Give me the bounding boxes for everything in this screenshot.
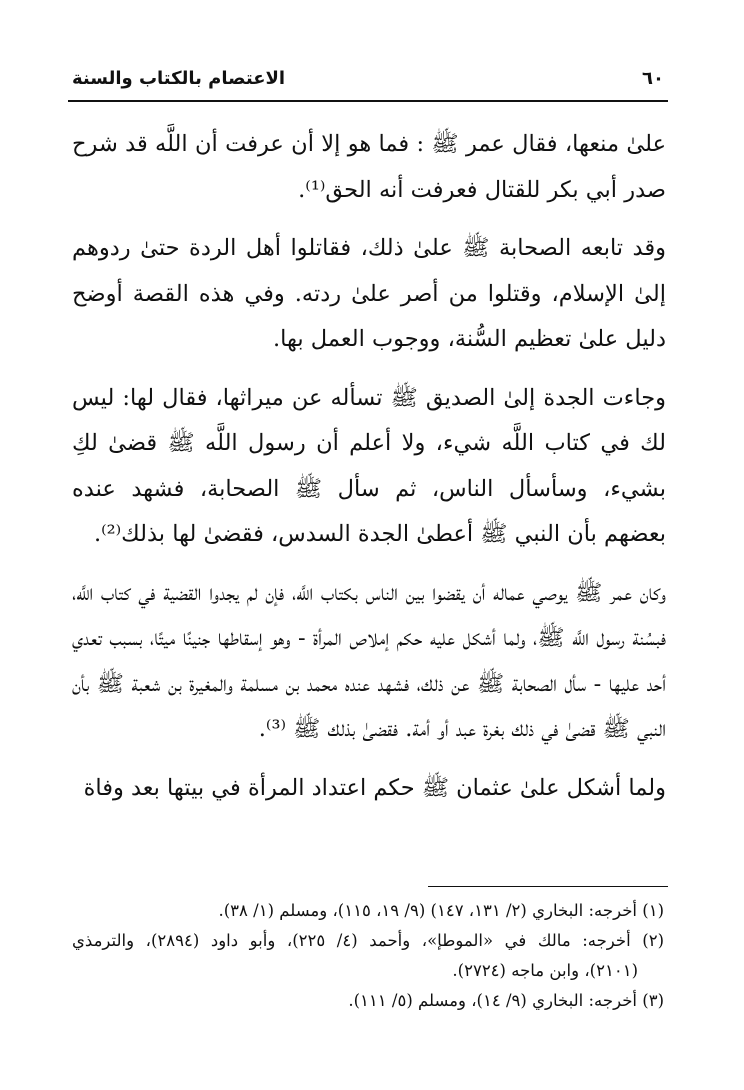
text-line: ولما أشكل علىٰ عثمان ﷺ حكم اعتداد المرأة في بيتها بعد وفاة <box>83 774 666 801</box>
text-line: سأل الصحابة ﷺ عن ذلك، فشهد عنده محمد بن مسلمة والمغيرة بن <box>168 670 587 697</box>
text-line: علىٰ منعها، فقال عمر ﷺ : فما هو إلا أن عرفت أن اللَّه قد شرح صدر <box>72 131 666 203</box>
text-line: وقد تابعه الصحابة ﷺ علىٰ ذلك، فقاتلوا أهل الردة حتىٰ ردوهم إلىٰ <box>72 235 666 307</box>
paragraph <box>72 376 666 558</box>
footnotes <box>72 896 664 1016</box>
footnote-line: (٣) أخرجه: البخاري (٩/ ١٤)، ومسلم (٥/ ١١١). <box>348 991 664 1010</box>
text-line: حكم إملاص المرأة - وهو إسقاطها جنينًا ميتًا، بسبب تعدي أحد عليها - <box>72 625 667 697</box>
page-number: ٦٠ <box>642 67 664 89</box>
footnote-line: (٢) أخرجه: مالك في «الموطإ»، وأحمد (٤/ ٢٢٥)، وأبو داود (٢٨٩٤)، والترمذي <box>72 931 665 950</box>
footnote <box>72 986 664 1016</box>
footnote <box>72 926 664 986</box>
text-line: وكان عمر ﷺ يوصي عماله أن يقضوا بين الناس بكتاب اللَّه، فإن لم <box>246 579 667 606</box>
header-rule <box>68 100 668 102</box>
text-line: أبي بكر للقتال فعرفت أنه الحق⁽¹⁾. <box>298 176 618 203</box>
text-line: تعظيم السُّنة، ووجوب العمل بها. <box>273 326 572 352</box>
paragraph <box>72 122 666 213</box>
paragraph <box>72 766 666 812</box>
footnote-line: (٢١٠١)، وابن ماجه (٢٧٢٤). <box>452 961 638 980</box>
paragraph <box>72 226 666 363</box>
text-line: وجاءت الجدة إلىٰ الصديق ﷺ تسأله عن ميراثها، فقال لها: ليس <box>72 384 666 411</box>
paragraph <box>72 571 666 753</box>
page-header <box>72 60 664 96</box>
body-text <box>72 122 666 811</box>
footnote <box>72 896 664 926</box>
text-line: شعبة ﷺ بأن النبي ﷺ قضىٰ في ذلك بغرة عبد أو أمة. فقضىٰ بذلك <box>72 670 666 742</box>
text-line: ﷺ أعطىٰ الجدة السدس، فقضىٰ لها بذلك⁽²⁾. <box>93 521 508 547</box>
text-line: لك في كتاب اللَّه شيء، ولا أعلم أن رسول اللَّه ﷺ قضىٰ لكِ بشيء، <box>72 430 666 502</box>
text-line: الإسلام، وقتلوا من أصر علىٰ ردته. وفي هذه القصة أوضح دليل علىٰ <box>72 280 666 352</box>
text-line: ﷺ ⁽³⁾. <box>258 716 321 742</box>
footnote-rule <box>428 886 668 887</box>
running-title: الاعتصام بالكتاب والسنة <box>72 67 286 89</box>
text-line: وسأسأل الناس، ثم سأل ﷺ الصحابة، فشهد عنده بعضهم بأن النبي <box>72 475 666 547</box>
footnote-line: (١) أخرجه: البخاري (٢/ ١٣١، ١٤٧) (٩/ ١٩، ١١٥)، ومسلم (١/ ٣٨). <box>218 901 664 920</box>
text-line: يجدوا القضية في كتاب اللَّه، فبسُنة رسول اللَّه ﷺ، ولما أشكل عليه <box>72 579 666 651</box>
